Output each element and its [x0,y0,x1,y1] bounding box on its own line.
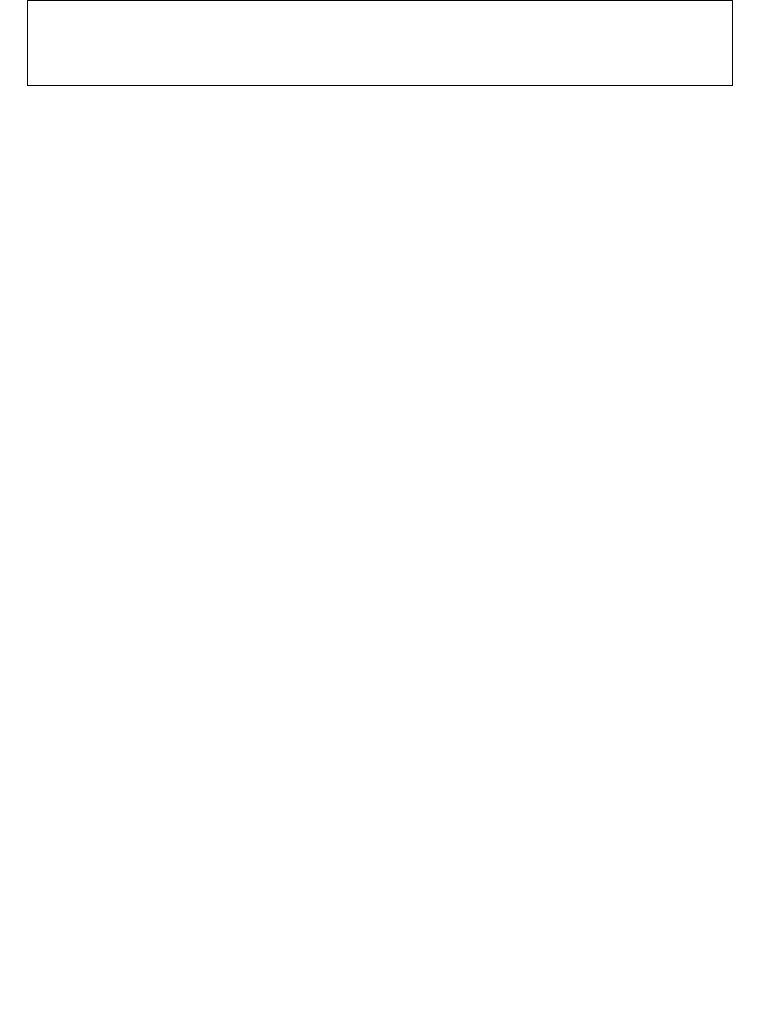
header-frame [27,0,733,86]
